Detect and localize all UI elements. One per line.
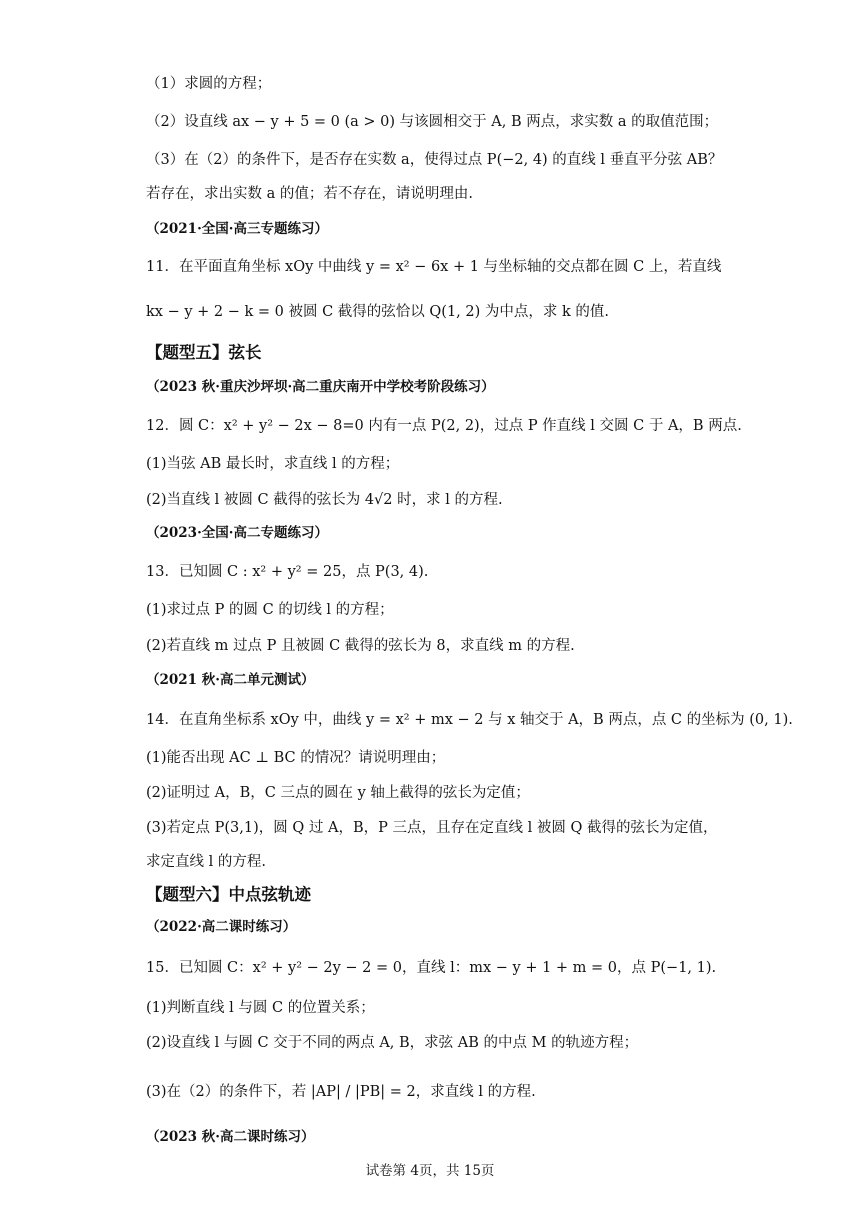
source-note: （2021·全国·高三专题练习） xyxy=(146,221,328,237)
source-note: （2023 秋·重庆沙坪坝·高二重庆南开中学校考阶段练习） xyxy=(146,379,495,395)
question-14: 14．在直角坐标系 xOy 中，曲线 y = x² + mx − 2 与 x 轴交于 A，B 两点，点 C 的坐标为 (0, 1). xyxy=(146,712,793,728)
question-10-part-3-cont: 若存在，求出实数 a 的值；若不存在，请说明理由. xyxy=(146,186,473,202)
source-note: （2023·全国·高二专题练习） xyxy=(146,525,328,541)
question-15-part-3: (3)在（2）的条件下，若 |AP| / |PB| = 2，求直线 l 的方程. xyxy=(146,1084,536,1100)
question-12-part-1: (1)当弦 AB 最长时，求直线 l 的方程； xyxy=(146,456,400,472)
question-14-part-1: (1)能否出现 AC ⊥ BC 的情况？请说明理由； xyxy=(146,750,446,766)
question-13-part-1: (1)求过点 P 的圆 C 的切线 l 的方程； xyxy=(146,602,394,618)
source-note: （2023 秋·高二课时练习） xyxy=(146,1129,315,1145)
source-note: （2022·高二课时练习） xyxy=(146,919,297,935)
question-10-part-2: （2）设直线 ax − y + 5 = 0 (a > 0) 与该圆相交于 A, B 两点，求实数 a 的取值范围； xyxy=(146,114,719,130)
question-15-part-1: (1)判断直线 l 与圆 C 的位置关系； xyxy=(146,1000,375,1016)
question-13-part-2: (2)若直线 m 过点 P 且被圆 C 截得的弦长为 8，求直线 m 的方程. xyxy=(146,638,575,654)
question-15-part-2: (2)设直线 l 与圆 C 交于不同的两点 A, B，求弦 AB 的中点 M 的轨迹方程； xyxy=(146,1035,639,1051)
section-heading-chord-length: 【题型五】弦长 xyxy=(146,343,262,362)
question-10-part-3: （3）在（2）的条件下，是否存在实数 a，使得过点 P(−2, 4) 的直线 l 垂直平分弦 AB？ xyxy=(146,152,723,168)
source-note: （2021 秋·高二单元测试） xyxy=(146,672,315,688)
question-11: 11．在平面直角坐标 xOy 中曲线 y = x² − 6x + 1 与坐标轴的交点都在圆 C 上，若直线 xyxy=(146,259,722,275)
question-14-part-2: (2)证明过 A，B，C 三点的圆在 y 轴上截得的弦长为定值； xyxy=(146,785,530,801)
question-15: 15．已知圆 C：x² + y² − 2y − 2 = 0，直线 l：mx − y + 1 + m = 0，点 P(−1, 1). xyxy=(146,960,717,976)
question-10-part-1: （1）求圆的方程； xyxy=(146,76,272,92)
question-11-cont: kx − y + 2 − k = 0 被圆 C 截得的弦恰以 Q(1, 2) 为中点，求 k 的值. xyxy=(146,304,609,320)
question-12-part-2: (2)当直线 l 被圆 C 截得的弦长为 4√2 时，求 l 的方程. xyxy=(146,492,503,508)
question-14-part-3-cont: 求定直线 l 的方程. xyxy=(146,854,266,870)
question-13: 13．已知圆 C : x² + y² = 25，点 P(3, 4). xyxy=(146,564,429,580)
page-footer: 试卷第 4页，共 15页 xyxy=(365,1163,495,1179)
section-heading-midpoint-chord: 【题型六】中点弦轨迹 xyxy=(146,885,311,904)
question-12: 12．圆 C：x² + y² − 2x − 8=0 内有一点 P(2, 2)，过点 P 作直线 l 交圆 C 于 A，B 两点. xyxy=(146,418,742,434)
question-14-part-3: (3)若定点 P(3,1)，圆 Q 过 A，B，P 三点，且存在定直线 l 被圆 Q 截得的弦长为定值， xyxy=(146,820,718,836)
